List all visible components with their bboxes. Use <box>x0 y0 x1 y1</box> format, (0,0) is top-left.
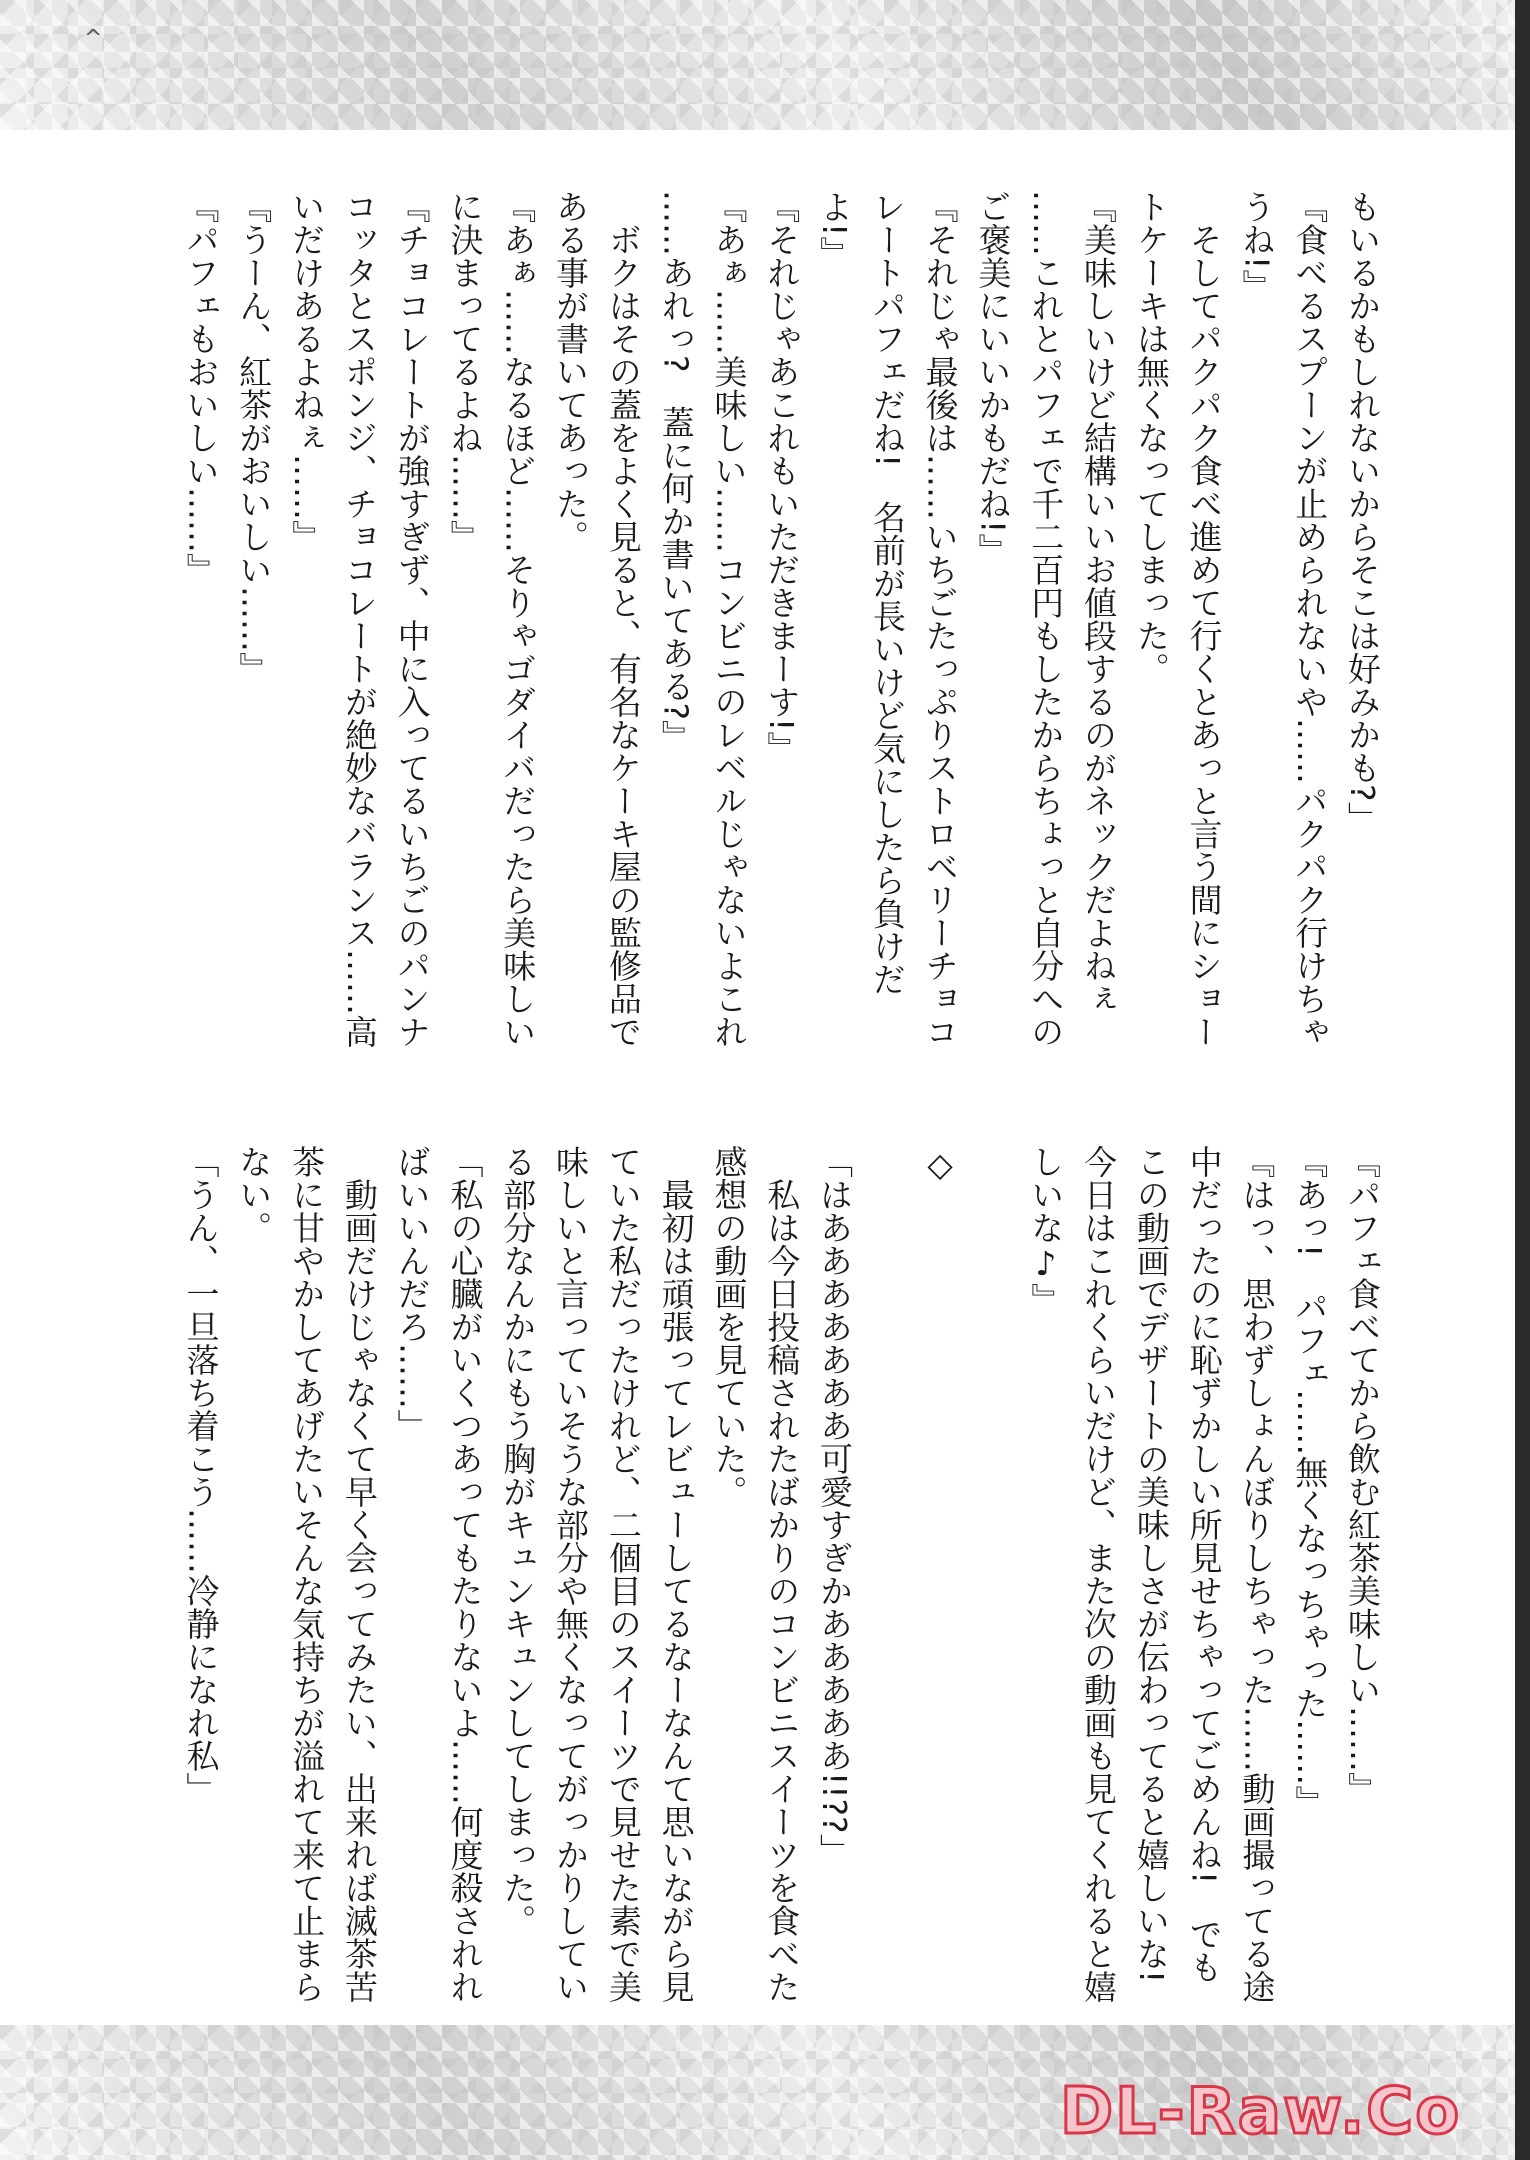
text-column: 『それじゃ最後は……いちごたっぷりストロベリーチョコ <box>920 190 960 1048</box>
text-column: 『パフェ食べてから飲む紅茶美味しい……』 <box>1343 1145 1382 1805</box>
text-column: いだけあるよねぇ……』 <box>287 190 327 553</box>
text-column: 『美味しいけど結構いいお値段するのがネックだよねぇ <box>1079 190 1119 1015</box>
text-block-upper <box>174 190 1388 1070</box>
text-column: コッタとスポンジ、チョコレートが絶妙なバランス……高 <box>339 190 379 1048</box>
text-column: この動画でデザートの美味しさが伝わってると嬉しいな! <box>1131 1145 1171 1984</box>
text-column: 味しいと言っていそうな部分や無くなってがっかりしてい <box>551 1145 591 2003</box>
text-column: 『あぁ……なるほど……そりゃゴダイバだったら美味しい <box>498 190 538 1048</box>
text-column: 今日はこれくらいだけど、また次の動画も見てくれると嬉 <box>1079 1145 1119 2003</box>
text-column: 『あっ! パフェ……無くなっちゃった……』 <box>1290 1145 1330 1819</box>
text-column: 最初は頑張ってレビューしてるなーなんて思いながら見 <box>656 1145 696 2003</box>
text-column: 感想の動画を見ていた。 <box>709 1145 749 1508</box>
text-column: 『それじゃあこれもいただきまーす!』 <box>762 190 802 765</box>
text-column <box>860 1145 913 2025</box>
text-block-lower <box>174 1145 1388 2025</box>
caret-mark: ^ <box>84 26 103 51</box>
text-column: に決まってるよね……』 <box>445 190 485 553</box>
text-column: 「うん、一旦落ち着こう……冷静になれ私」 <box>181 1145 221 1805</box>
text-column: 『あぁ……美味しい……コンビニのレベルじゃないよこれ <box>709 190 749 1048</box>
text-column: る部分なんかにもう胸がキュンキュンしてしまった。 <box>498 1145 538 1937</box>
watermark-logo: DL-Raw.Co <box>1060 2075 1462 2149</box>
text-column: もいるかもしれないからそこは好みかも?」 <box>1343 190 1382 835</box>
text-column: 「はあああああああ可愛すぎかあああああ!!??」 <box>815 1145 855 1867</box>
decorative-top-band <box>0 0 1515 130</box>
text-column: ◇ <box>920 1145 960 1184</box>
text-column: ていた私だったけれど、二個目のスイーツで見せた素で美 <box>603 1145 643 2003</box>
text-column: 『食べるスプーンが止められないや……パクパク行けちゃ <box>1290 190 1330 1048</box>
text-column: 茶に甘やかしてあげたいそんな気持ちが溢れて来て止まら <box>287 1145 327 2003</box>
text-column: ばいいんだろ……」 <box>392 1145 432 1442</box>
text-column: トケーキは無くなってしまった。 <box>1131 190 1171 685</box>
text-column <box>966 1145 1019 2025</box>
text-column: ご褒美にいいかもだね!』 <box>973 190 1013 567</box>
text-column: 『うーん、紅茶がおいしい……』 <box>234 190 274 685</box>
text-column: ある事が書いてあった。 <box>551 190 591 553</box>
text-column: 『はっ、思わずしょんぼりしちゃった……動画撮ってる途 <box>1237 1145 1277 2003</box>
text-column: ……これとパフェで千二百円もしたからちょっと自分への <box>1026 190 1066 1048</box>
text-column: そしてパクパク食べ進めて行くとあっと言う間にショー <box>1184 190 1224 1048</box>
text-column: 『チョコレートが強すぎず、中に入ってるいちごのパンナ <box>392 190 432 1048</box>
text-column: しいな♪』 <box>1026 1145 1066 1316</box>
page-edge <box>1515 0 1530 2160</box>
text-column: ボクはその蓋をよく見ると、有名なケーキ屋の監修品で <box>603 190 643 1048</box>
text-column: ……あれっ? 蓋に何か書いてある?』 <box>656 190 696 754</box>
text-column: よ!』 <box>815 190 855 270</box>
text-column: レートパフェだね! 名前が長いけど気にしたら負けだ <box>867 190 907 996</box>
text-column: 動画だけじゃなくて早く会ってみたい、出来れば滅茶苦 <box>339 1145 379 2003</box>
text-column: 私は今日投稿されたばかりのコンビニスイーツを食べた <box>762 1145 802 2003</box>
text-column: うね!』 <box>1237 190 1277 303</box>
text-column: 「私の心臓がいくつあってもたりないよ……何度殺されれ <box>445 1145 485 2003</box>
text-column: 『パフェもおいしい……』 <box>181 190 221 586</box>
text-column: ない。 <box>234 1145 274 1244</box>
text-column: 中だったのに恥ずかしい所見せちゃってごめんね! でも <box>1184 1145 1224 1984</box>
